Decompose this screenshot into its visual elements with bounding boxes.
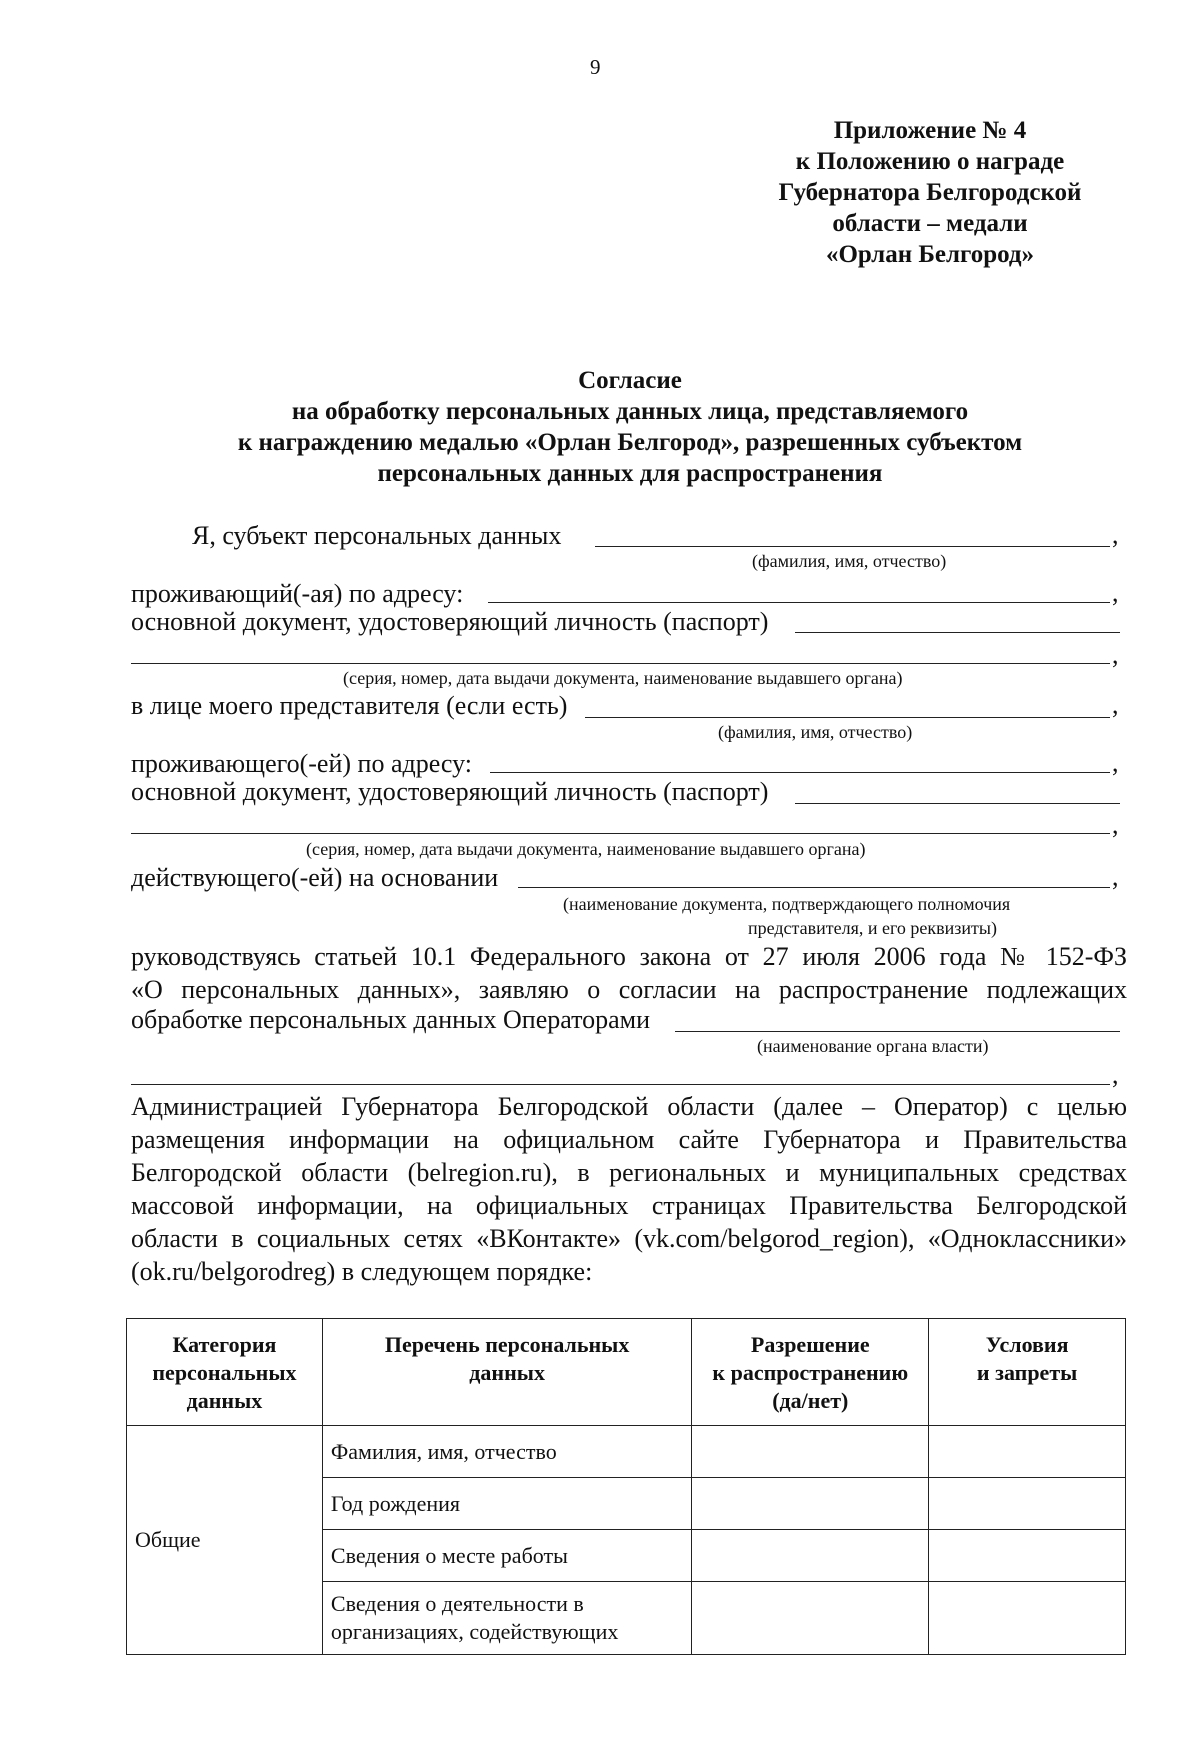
item-cell	[322, 1582, 691, 1655]
item-cell: Фамилия, имя, отчество	[322, 1426, 691, 1478]
representative-document-caption: (серия, номер, дата выдачи документа, наименование выдавшего органа)	[306, 839, 866, 859]
document-details-field[interactable]	[131, 663, 1110, 664]
conditions-cell[interactable]	[929, 1582, 1126, 1655]
conditions-cell[interactable]	[929, 1478, 1126, 1530]
permission-cell[interactable]	[692, 1426, 929, 1478]
authority-continuation-field[interactable]	[131, 1084, 1110, 1085]
item-cell: Год рождения	[322, 1478, 691, 1530]
law-paragraph-line-3: обработке персональных данных Операторами	[131, 1005, 651, 1034]
personal-data-table	[126, 1318, 1126, 1655]
basis-caption-line-2: представителя, и его реквизиты)	[748, 918, 997, 938]
operator-paragraph-line-1: Администрацией Губернатора Белгородской области (далее – Оператор) с целью	[131, 1092, 1127, 1121]
comma: ,	[1112, 640, 1119, 669]
operator-paragraph-line-6: (ok.ru/belgorodreg) в следующем порядке:	[131, 1257, 593, 1286]
comma: ,	[1112, 748, 1119, 777]
appendix-header	[740, 115, 1120, 270]
subject-name-field[interactable]	[595, 546, 1110, 547]
category-general-cell: Общие	[127, 1426, 323, 1655]
title-line-4: персональных данных для распространения	[377, 460, 883, 487]
appendix-line-2: к Положению о награде	[795, 148, 1065, 175]
header-list-line-1: Перечень персональных	[384, 1332, 630, 1357]
title-line-1: Согласие	[578, 367, 682, 394]
document-title	[130, 365, 1130, 489]
representative-document-field[interactable]	[795, 803, 1120, 804]
representative-caption: (фамилия, имя, отчество)	[718, 722, 913, 742]
header-conditions-line-1: Условия	[985, 1332, 1069, 1357]
item-cell: Сведения о месте работы	[322, 1530, 691, 1582]
subject-label: Я, субъект персональных данных	[192, 521, 562, 550]
appendix-line-3: Губернатора Белгородской	[778, 179, 1082, 206]
representative-label: в лице моего представителя (если есть)	[131, 691, 568, 720]
header-category	[127, 1319, 323, 1426]
header-permission-line-1: Разрешение	[750, 1332, 870, 1357]
law-paragraph-line-2: «О персональных данных», заявляю о согласии на распространение подлежащих	[131, 975, 1127, 1004]
representative-document-details-field[interactable]	[131, 833, 1110, 834]
table-row	[127, 1426, 1126, 1478]
conditions-cell[interactable]	[929, 1426, 1126, 1478]
representative-address-label: проживающего(-ей) по адресу:	[131, 749, 472, 778]
header-list	[322, 1319, 691, 1426]
comma: ,	[1112, 1060, 1119, 1089]
comma: ,	[1112, 520, 1119, 549]
item-cell-line-1: Сведения о деятельности в	[330, 1591, 584, 1616]
header-category-line-2: персональных	[152, 1360, 297, 1385]
header-list-line-2: данных	[469, 1360, 545, 1385]
header-conditions	[929, 1319, 1126, 1426]
header-permission	[692, 1319, 929, 1426]
subject-caption: (фамилия, имя, отчество)	[752, 551, 947, 571]
law-paragraph-line-1: руководствуясь статьей 10.1 Федерального закона от 27 июля 2006 года № 152-ФЗ	[131, 942, 1127, 971]
basis-caption-line-1: (наименование документа, подтверждающего полномочия	[563, 894, 1011, 914]
comma: ,	[1112, 810, 1119, 839]
address-label: проживающий(-ая) по адресу:	[131, 579, 464, 608]
basis-label: действующего(-ей) на основании	[131, 863, 499, 892]
page-number: 9	[590, 55, 601, 79]
representative-name-field[interactable]	[585, 717, 1110, 718]
operator-paragraph-line-2: размещения информации на официальном сайте Губернатора и Правительства	[131, 1125, 1127, 1154]
appendix-line-1: Приложение № 4	[833, 117, 1027, 144]
basis-field[interactable]	[518, 887, 1110, 888]
header-conditions-line-2: и запреты	[976, 1360, 1078, 1385]
appendix-line-4: области – медали	[832, 210, 1028, 237]
comma: ,	[1112, 578, 1119, 607]
title-line-2: на обработку персональных данных лица, представляемого	[291, 398, 969, 425]
header-category-line-3: данных	[186, 1388, 263, 1413]
comma: ,	[1112, 862, 1119, 891]
permission-cell[interactable]	[692, 1582, 929, 1655]
authority-caption: (наименование органа власти)	[757, 1036, 989, 1056]
header-permission-line-2: к распространению	[712, 1360, 909, 1385]
operator-paragraph-line-3: Белгородской области (belregion.ru), в региональных и муниципальных средствах	[131, 1158, 1127, 1187]
operator-paragraph-line-5: области в социальных сетях «ВКонтакте» (vk.com/belgorod_region), «Одноклассники»	[131, 1224, 1127, 1253]
header-permission-line-3: (да/нет)	[772, 1388, 849, 1413]
table-header-row	[127, 1319, 1126, 1426]
document-label: основной документ, удостоверяющий личность (паспорт)	[131, 607, 769, 636]
representative-address-field[interactable]	[490, 772, 1110, 773]
authority-field[interactable]	[675, 1031, 1120, 1032]
permission-cell[interactable]	[692, 1530, 929, 1582]
conditions-cell[interactable]	[929, 1530, 1126, 1582]
item-cell-line-2: организациях, содействующих	[330, 1619, 619, 1644]
comma: ,	[1112, 690, 1119, 719]
representative-document-label: основной документ, удостоверяющий личность (паспорт)	[131, 777, 769, 806]
address-field[interactable]	[488, 602, 1110, 603]
title-line-3: к награждению медалью «Орлан Белгород», разрешенных субъектом	[237, 429, 1023, 456]
document-field[interactable]	[795, 632, 1120, 633]
permission-cell[interactable]	[692, 1478, 929, 1530]
appendix-line-5: «Орлан Белгород»	[825, 241, 1035, 268]
operator-paragraph-line-4: массовой информации, на официальных страницах Правительства Белгородской	[131, 1191, 1127, 1220]
document-caption: (серия, номер, дата выдачи документа, наименование выдавшего органа)	[343, 668, 903, 688]
header-category-line-1: Категория	[172, 1332, 277, 1357]
